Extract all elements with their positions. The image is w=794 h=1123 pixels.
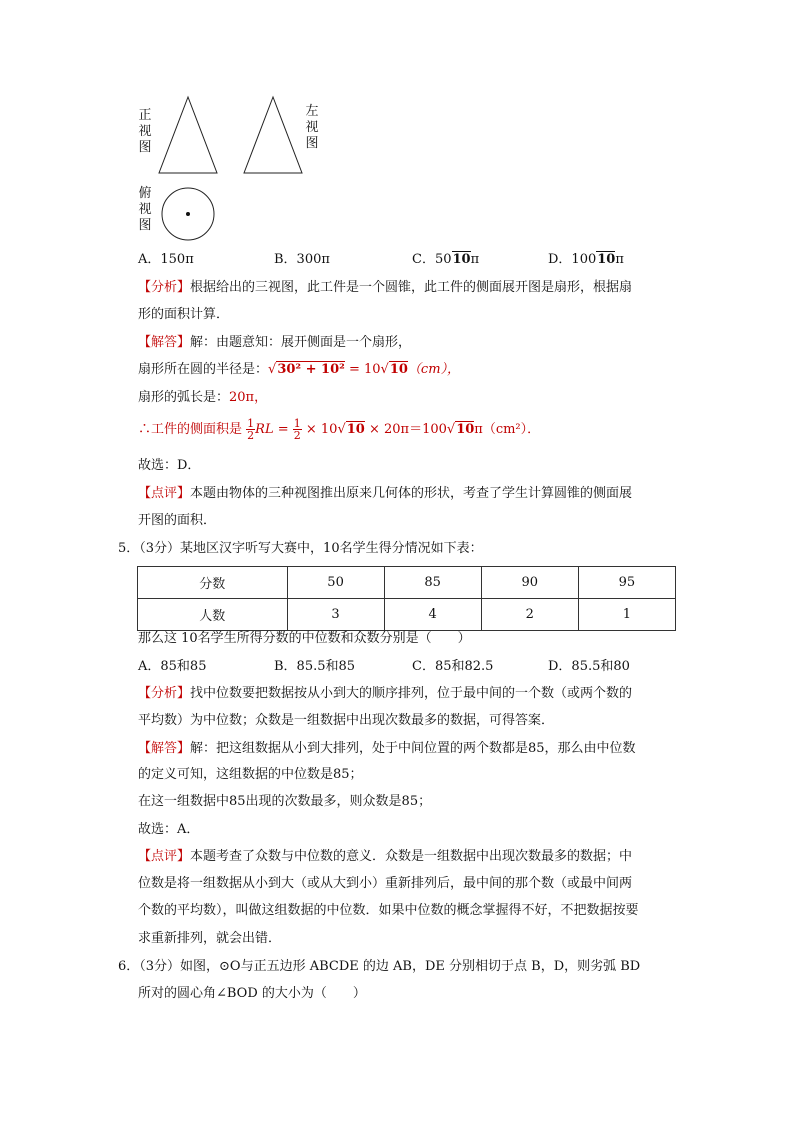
q4-answer-line-1: 【解答】解：由题意知：展开侧面是一个扇形， [138,335,412,350]
top-view-circle [160,186,216,242]
q4-radius-line: 扇形所在圆的半径是：√30² + 10² = 10√10（cm）， [138,362,461,377]
table-cell: 50 [287,567,384,599]
q6-stem-line-2: 所对的圆心角∠BOD 的大小为（ ） [138,986,366,1001]
q5-options [138,658,658,676]
q5-answer-line-1: 【解答】解：把这组数据从小到大排列，处于中间位置的两个数都是85，那么由中位数 [138,741,636,756]
q5-answer-tag: 【解答】 [138,741,191,756]
front-view-triangle [155,94,221,176]
q5-option-d: D．85.5和80 [548,659,630,674]
score-table [137,566,676,631]
q4-area-line: ∴工件的侧面积是 $\frac{1}{2}$ RL = $\frac{1}{2}$ × 10√10 × 20π＝100√10π（cm²）． [138,417,541,442]
q5-analysis-line-2: 平均数）为中位数；众数是一组数据中出现次数最多的数据，可得答案． [138,713,555,728]
q5-analysis-line-1: 【分析】找中位数要把数据按从小到大的顺序排列，位于最中间的一个数（或两个数的 [138,686,633,701]
q5-review-line-2: 位数是将一组数据从小到大（或从大到小）重新排列后，最中间的那个数（或最中间两 [138,876,633,891]
q5-review-line-3: 个数的平均数），叫做这组数据的中位数．如果中位数的概念掌握得不好，不把数据按要 [138,903,639,918]
table-cell: 90 [481,567,578,599]
q5-answer-line-3: 在这一组数据中85出现的次数最多，则众数是85； [138,794,432,809]
table-cell: 2 [481,599,578,631]
q4-answer-tag: 【解答】 [138,335,191,350]
q5-analysis-tag: 【分析】 [138,686,191,701]
front-view-label: 正 视 图 [138,108,152,155]
circle-center-dot [186,212,190,216]
q5-stem: 5．（3分）某地区汉字听写大赛中，10名学生得分情况如下表： [118,541,483,556]
q5-choice: 故选：A． [138,822,200,837]
left-view-triangle [240,94,306,176]
q5-review-line-1: 【点评】本题考查了众数与中位数的意义．众数是一组数据中出现次数最多的数据；中 [138,849,633,864]
left-view-label: 左 视 图 [305,104,319,151]
q4-review-tag: 【点评】 [138,486,191,501]
q5-option-a: A．85和85 [138,659,207,674]
q4-review-line-2: 开图的面积． [138,513,217,528]
q5-option-b: B．85.5和85 [274,659,356,674]
q5-answer-line-2: 的定义可知，这组数据的中位数是85； [138,767,363,782]
table-cell: 1 [578,599,675,631]
table-cell: 分数 [138,567,288,599]
top-view-label: 俯 视 图 [138,186,152,233]
table-row [138,599,676,631]
table-cell: 85 [384,567,481,599]
q4-analysis-line-1: 【分析】根据给出的三视图，此工件是一个圆锥，此工件的侧面展开图是扇形，根据扇 [138,280,633,295]
table-cell: 人数 [138,599,288,631]
q5-question: 那么这 10名学生所得分数的中位数和众数分别是（ ） [138,631,471,646]
table-cell: 3 [287,599,384,631]
q4-option-d: D．10010π [548,252,624,267]
table-cell: 4 [384,599,481,631]
q5-option-c: C．85和82.5 [412,659,494,674]
q4-choice: 故选：D． [138,458,201,473]
q5-review-tag: 【点评】 [138,849,191,864]
q4-option-b: B．300π [274,252,330,267]
q6-stem-line-1: 6．（3分）如图，⊙O与正五边形 ABCDE 的边 AB，DE 分别相切于点 B，D，则劣弧 BD [118,959,641,974]
q4-analysis-line-2: 形的面积计算． [138,307,230,322]
q4-option-a: A．150π [138,252,194,267]
q4-analysis-tag: 【分析】 [138,280,191,295]
q4-arc-line: 扇形的弧长是：20π， [138,390,268,405]
table-row [138,567,676,599]
q4-option-c: C．5010π [412,252,480,267]
q4-options [138,251,658,269]
q5-review-line-4: 求重新排列，就会出错． [138,931,282,946]
q4-review-line-1: 【点评】本题由物体的三种视图推出原来几何体的形状，考查了学生计算圆锥的侧面展 [138,486,633,501]
table-cell: 95 [578,567,675,599]
